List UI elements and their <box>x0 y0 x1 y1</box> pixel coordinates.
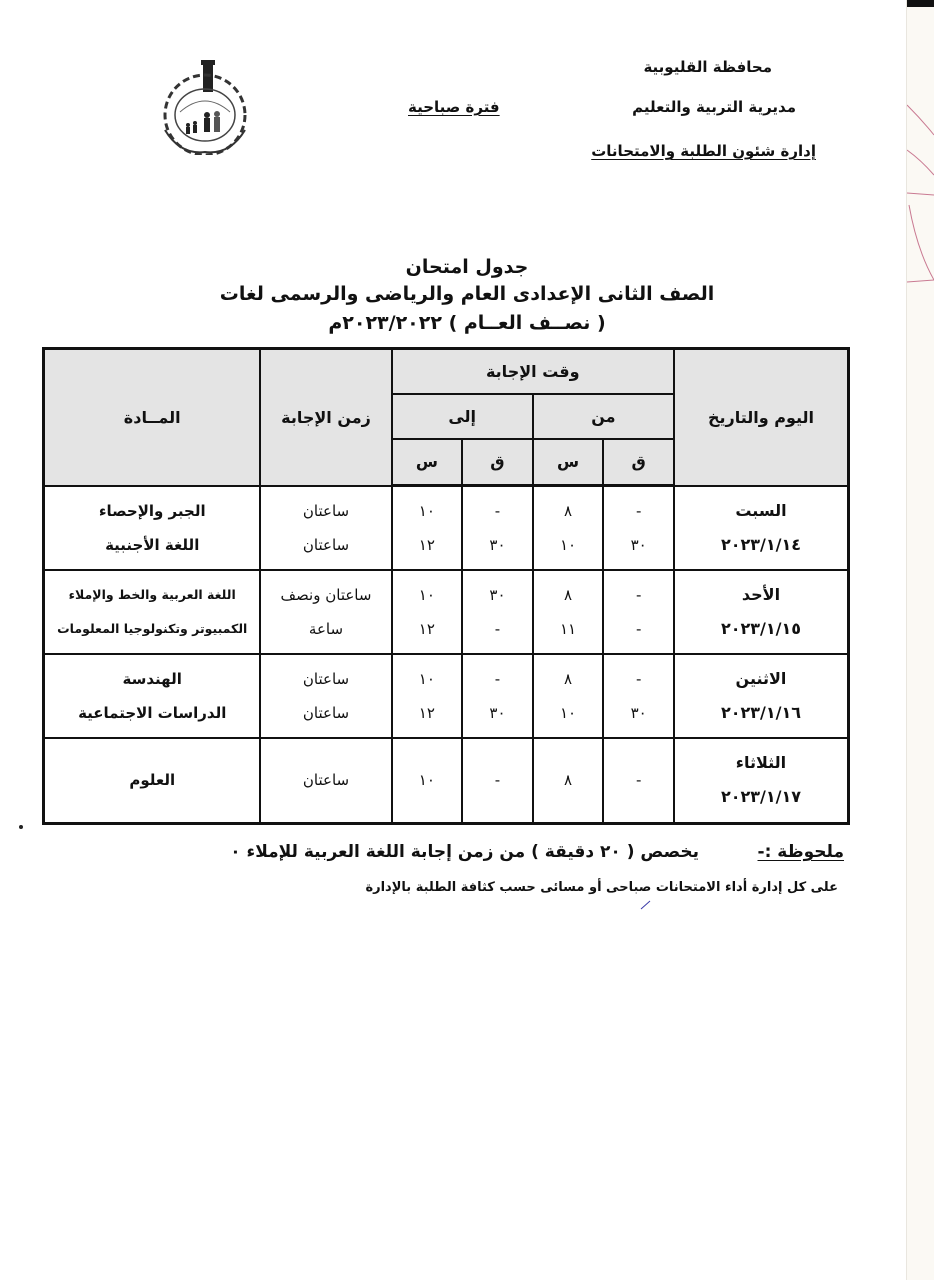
to-hour: ١٢ <box>418 703 435 722</box>
schedule-grade: الصف الثانى الإعدادى العام والرياضى والرسمى لغات <box>219 283 715 305</box>
header-subject: المــادة <box>44 349 261 486</box>
to-hour: ١٢ <box>418 535 435 554</box>
note-line-2: على كل إدارة أداء الامتحانات صباحى أو مسائى حسب كثافة الطلبة بالإدارة <box>365 880 838 895</box>
table-row <box>44 570 849 654</box>
department-label: إدارة شئون الطلبة والامتحانات <box>591 142 816 160</box>
to-minute: ٣٠ <box>489 703 506 722</box>
schedule-term: ( نصــف العــام ) ٢٠٢٣/٢٠٢٢م <box>328 312 606 334</box>
header-to-minute: ق <box>462 439 533 486</box>
subject: الدراسات الاجتماعية <box>78 703 227 722</box>
duration: ساعة <box>308 619 344 638</box>
from-hour: ١٠ <box>560 535 577 554</box>
from-minute: ٣٠ <box>630 703 647 722</box>
header-to-hour: س <box>392 439 463 486</box>
to-hour: ١٠ <box>418 501 435 520</box>
shift-label: فترة صباحية <box>408 98 500 116</box>
duration: ساعتان ونصف <box>280 585 372 604</box>
duration: ساعتان <box>302 669 350 688</box>
duration: ساعتان <box>302 703 350 722</box>
pen-mark <box>640 900 652 910</box>
subject: الكمبيوتر وتكنولوجيا المعلومات <box>57 620 248 636</box>
scan-dot <box>19 825 23 829</box>
day-name: الثلاثاء <box>735 753 787 773</box>
table-row <box>44 654 849 738</box>
to-hour: ١٠ <box>418 669 435 688</box>
from-hour: ١٠ <box>560 703 577 722</box>
directorate-label: مديرية التربية والتعليم <box>632 98 796 116</box>
page-edge <box>906 0 934 1280</box>
header-from-minute: ق <box>603 439 674 486</box>
day-name: الاثنين <box>735 668 787 688</box>
from-hour: ٨ <box>564 585 573 604</box>
to-minute: ٣٠ <box>489 535 506 554</box>
red-ink-scribble <box>907 0 934 400</box>
note-label: ملحوظة :- <box>757 842 844 862</box>
exam-date: ٢٠٢٣/١/١٧ <box>720 787 802 807</box>
to-minute: - <box>494 501 501 520</box>
exam-date: ٢٠٢٣/١/١٦ <box>720 702 802 722</box>
exam-schedule-table <box>42 347 850 825</box>
day-name: السبت <box>735 500 787 520</box>
to-minute: - <box>494 771 501 790</box>
day-name: الأحد <box>741 584 781 604</box>
note-text: يخصص ( ٢٠ دقيقة ) من زمن إجابة اللغة العربية للإملاء ٠ <box>230 842 699 862</box>
subject: العلوم <box>129 771 176 790</box>
from-hour: ٨ <box>564 501 573 520</box>
subject: الجبر والإحصاء <box>98 501 206 520</box>
exam-date: ٢٠٢٣/١/١٥ <box>720 618 802 638</box>
subject: اللغة العربية والخط والإملاء <box>68 586 236 602</box>
directorate-logo <box>145 60 260 155</box>
table-row <box>44 486 849 570</box>
to-minute: ٣٠ <box>489 585 506 604</box>
duration: ساعتان <box>302 771 350 790</box>
header-from-hour: س <box>533 439 604 486</box>
header-to: إلى <box>392 394 533 439</box>
to-minute: - <box>494 669 501 688</box>
header-duration: زمن الإجابة <box>260 349 391 486</box>
header-day-date: اليوم والتاريخ <box>674 349 849 486</box>
subject: الهندسة <box>122 669 182 688</box>
from-hour: ٨ <box>564 771 573 790</box>
exam-date: ٢٠٢٣/١/١٤ <box>720 534 802 554</box>
header-answer-time: وقت الإجابة <box>392 349 674 394</box>
to-hour: ١٢ <box>418 619 435 638</box>
from-hour: ١١ <box>560 619 577 638</box>
from-minute: - <box>635 585 642 604</box>
from-minute: - <box>635 771 642 790</box>
to-hour: ١٠ <box>418 585 435 604</box>
from-minute: - <box>635 501 642 520</box>
schedule-title: جدول امتحان <box>405 256 529 278</box>
duration: ساعتان <box>302 535 350 554</box>
table-row <box>44 738 849 824</box>
from-hour: ٨ <box>564 669 573 688</box>
from-minute: ٣٠ <box>630 535 647 554</box>
from-minute: - <box>635 619 642 638</box>
header-from: من <box>533 394 674 439</box>
to-minute: - <box>494 619 501 638</box>
from-minute: - <box>635 669 642 688</box>
governorate-label: محافظة القليوبية <box>643 58 772 76</box>
to-hour: ١٠ <box>418 771 435 790</box>
subject: اللغة الأجنبية <box>105 535 200 554</box>
duration: ساعتان <box>302 501 350 520</box>
